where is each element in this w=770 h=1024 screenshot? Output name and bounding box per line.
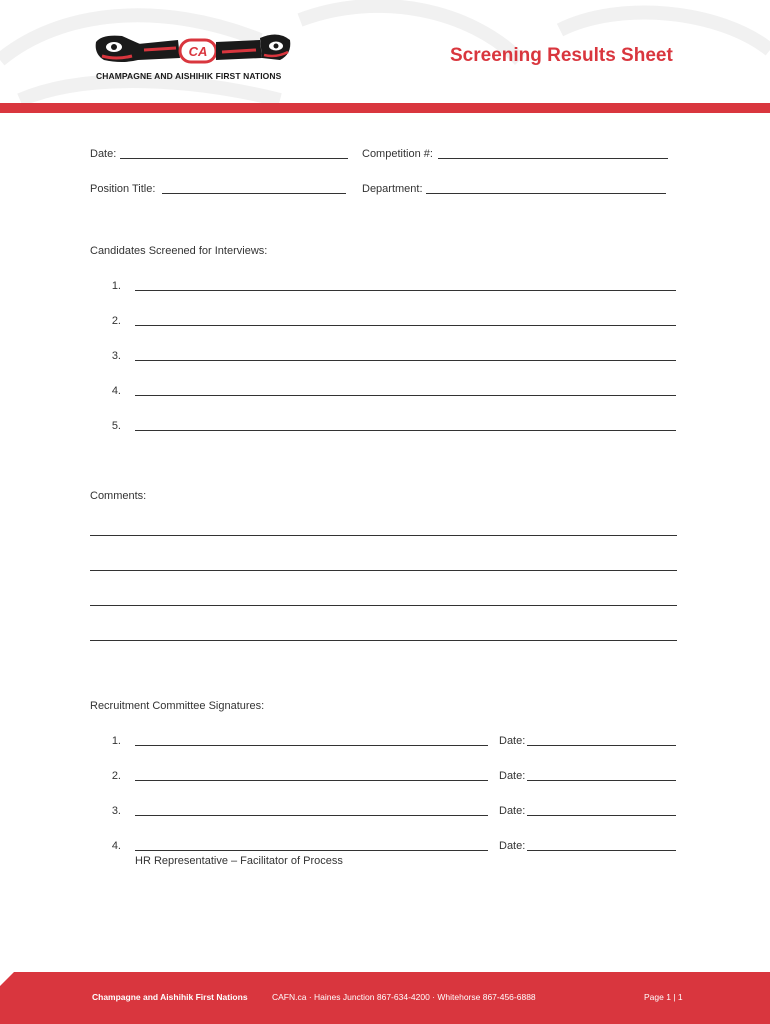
header-band	[0, 103, 770, 113]
signatures-heading: Recruitment Committee Signatures:	[90, 700, 265, 712]
signature-date-label: Date:	[499, 770, 526, 782]
department-label: Department:	[362, 183, 423, 195]
candidates-heading: Candidates Screened for Interviews:	[90, 245, 268, 257]
signature-line-1[interactable]	[135, 745, 488, 746]
signature-number: 3.	[111, 805, 121, 817]
signature-line-4[interactable]	[135, 850, 488, 851]
signature-date-label: Date:	[499, 840, 526, 852]
candidate-number: 5.	[111, 420, 121, 432]
candidate-line-3[interactable]	[135, 360, 676, 361]
candidate-number: 3.	[111, 350, 121, 362]
footer	[0, 972, 770, 1024]
position-title-field[interactable]	[162, 193, 346, 194]
comment-line-4[interactable]	[90, 640, 677, 641]
signature-line-3[interactable]	[135, 815, 488, 816]
position-title-label: Position Title:	[90, 183, 156, 195]
date-field[interactable]	[120, 158, 348, 159]
page-title: Screening Results Sheet	[450, 45, 673, 66]
footer-page-number: Page 1 | 1	[644, 992, 683, 1002]
signature-date-line-2[interactable]	[527, 780, 676, 781]
candidate-line-4[interactable]	[135, 395, 676, 396]
signature-date-line-3[interactable]	[527, 815, 676, 816]
candidate-line-5[interactable]	[135, 430, 676, 431]
comment-line-1[interactable]	[90, 535, 677, 536]
signature-date-line-4[interactable]	[527, 850, 676, 851]
comments-heading: Comments:	[90, 490, 147, 502]
comment-line-2[interactable]	[90, 570, 677, 571]
date-label: Date:	[90, 148, 117, 160]
comment-line-3[interactable]	[90, 605, 677, 606]
department-field[interactable]	[426, 193, 666, 194]
competition-field[interactable]	[438, 158, 668, 159]
org-name: CHAMPAGNE AND AISHIHIK FIRST NATIONS	[96, 71, 282, 81]
candidate-number: 4.	[111, 385, 121, 397]
signature-date-label: Date:	[499, 735, 526, 747]
footer-corner-notch	[0, 972, 40, 1024]
candidate-number: 2.	[111, 315, 121, 327]
candidate-line-2[interactable]	[135, 325, 676, 326]
signature-number: 1.	[111, 735, 121, 747]
signature-number: 2.	[111, 770, 121, 782]
signature-date-line-1[interactable]	[527, 745, 676, 746]
candidate-number: 1.	[111, 280, 121, 292]
signature-line-2[interactable]	[135, 780, 488, 781]
logo-ca-text: CA	[188, 44, 208, 59]
signature-number: 4.	[111, 840, 121, 852]
footer-org-name: Champagne and Aishihik First Nations	[92, 992, 248, 1002]
signature-date-label: Date:	[499, 805, 526, 817]
hr-representative-note: HR Representative – Facilitator of Process	[135, 855, 343, 867]
competition-label: Competition #:	[362, 148, 433, 160]
candidate-line-1[interactable]	[135, 290, 676, 291]
footer-contact: CAFN.ca · Haines Junction 867-634-4200 · Whitehorse 867-456-6888	[272, 992, 536, 1002]
